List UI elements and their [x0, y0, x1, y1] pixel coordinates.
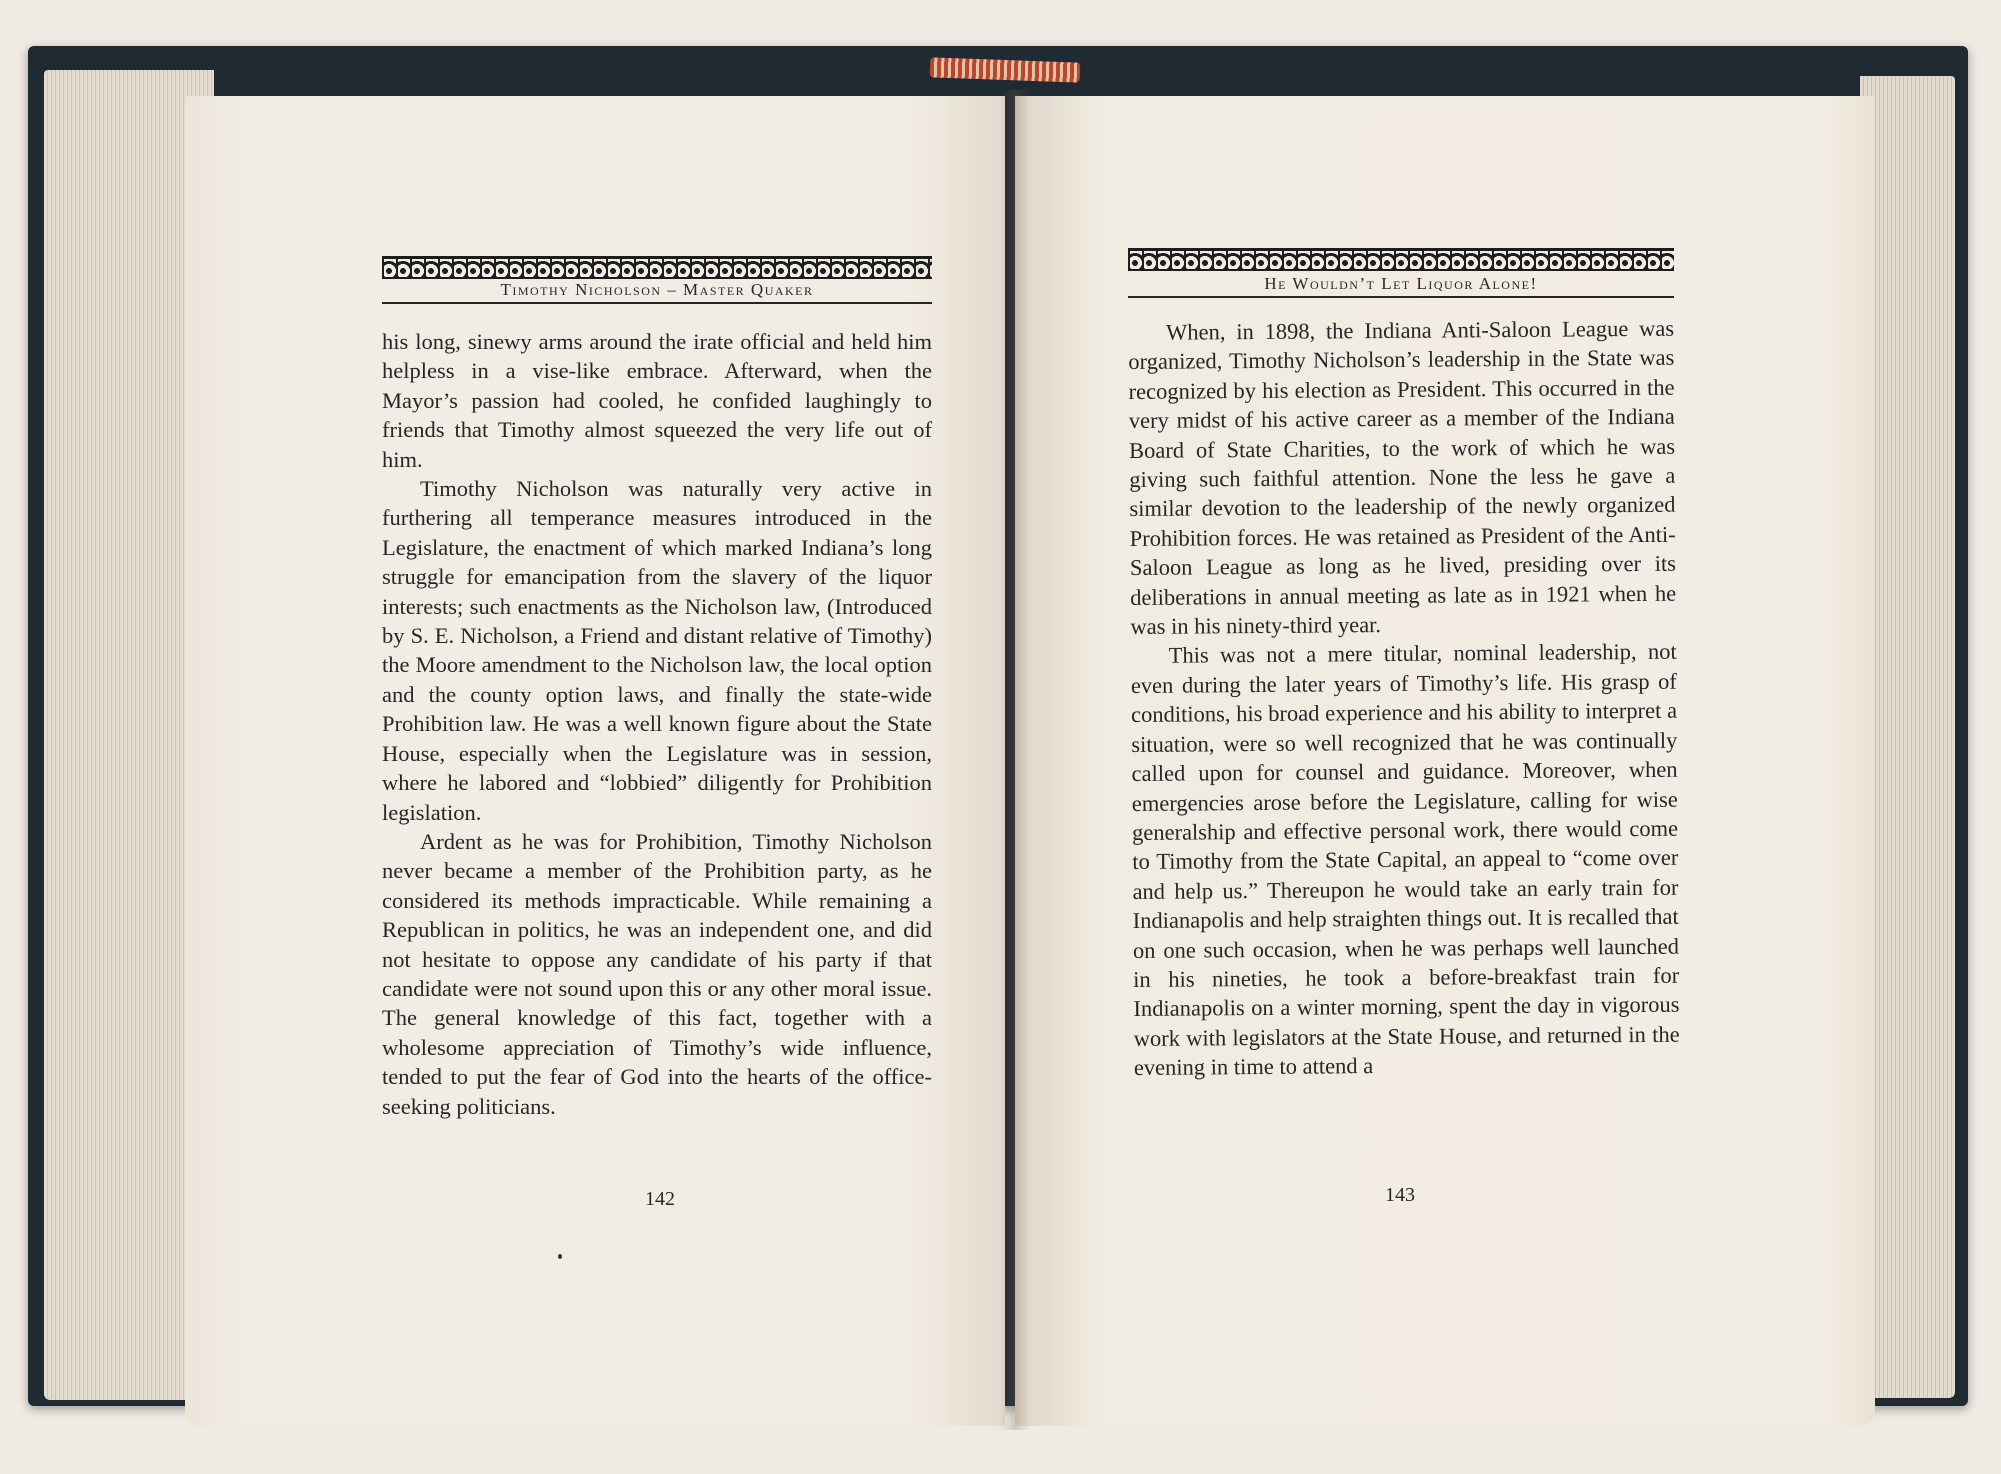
header-ornament-right	[1128, 248, 1674, 271]
book-gutter	[1000, 90, 1030, 1430]
paragraph: Timothy Nicholson was naturally very active in furthering all temperance measures introduced in the Legislature, the enactment of which marked Indiana’s long struggle for emancipation from the slavery of the liquor interests; such enactments as the Nicholson law, (Introduced by S. E. Nicholson, a Friend and distant relative of Timothy) the Moore amendment to the Nicholson law, the local option and the county option laws, and finally the state-wide Prohibition law. He was a well known figure about the State House, especially when the Legislature was in session, where he labored and “lobbied” diligently for Prohibition legislation.	[382, 476, 932, 825]
paragraph: Ardent as he was for Prohibition, Timothy Nicholson never became a member of the Prohibition party, as he considered its methods impracticable. While remaining a Republican in politics, he was an independent one, and did not hesitate to oppose any candidate of his party if that candidate were not sound upon this or any other moral issue. The general knowledge of this fact, together with a wholesome appreciation of Timothy’s wide influence, tended to put the fear of God into the hearts of the office-seeking politicians.	[382, 828, 932, 1119]
header-ornament-left	[382, 256, 932, 279]
page-number-left: 142	[645, 1188, 675, 1210]
right-page-text	[1128, 314, 1680, 1083]
paragraph: When, in 1898, the Indiana Anti-Saloon League was organized, Timothy Nicholson’s leadership in the State was recognized by his election as President. This occurred in the very midst of his active career as a member of the Indiana Board of State Charities, to the work of which he was giving such faithful attention. None the less he gave a similar devotion to the leadership of the newly organized Prohibition forces. He was retained as President of the Anti-Saloon League as long as he lived, presiding over its deliberations in annual meeting as late as in 1921 when he was in his ninety-third year.	[1128, 315, 1677, 640]
paragraph: This was not a mere titular, nominal leadership, not even during the later years of Timothy’s life. His grasp of conditions, his broad experience and his ability to interpret a situation, were so well recognized that he was continually called upon for counsel and guidance. Moreover, when emergencies arose before the Legislature, calling for wise generalship and effective personal work, there would come to Timothy from the State Capital, an appeal to “come over and help us.” Thereupon he would take an early train for Indianapolis and help straighten things out. It is recalled that on one such occasion, when he was perhaps well launched in his nineties, he took a before-breakfast train for Indianapolis on a winter morning, spent the day in vigorous work with legislators at the State House, and returned in the evening in time to attend a	[1130, 639, 1680, 1081]
page-number-right: 143	[1385, 1184, 1415, 1206]
ink-speck	[558, 1254, 562, 1259]
running-head-left: Timothy Nicholson – Master Quaker	[382, 280, 932, 304]
left-page-text	[382, 327, 932, 1121]
paragraph: his long, sinewy arms around the irate official and held him helpless in a vise-like embrace. Afterward, when the Mayor’s passion had cooled, he confided laughingly to friends that Timothy almost squeezed the very life out of him.	[382, 329, 932, 472]
running-head-right: He Wouldn’t Let Liquor Alone!	[1128, 274, 1674, 298]
